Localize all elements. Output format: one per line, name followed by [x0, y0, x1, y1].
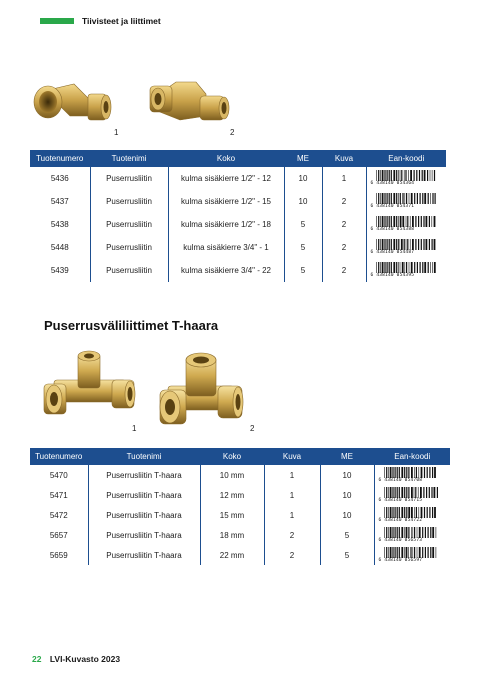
column-header: Tuotenumero: [30, 448, 88, 465]
cell-kuva: 1: [264, 485, 320, 505]
photo-label-2: 2: [230, 128, 235, 137]
photo-label-1: 1: [132, 424, 137, 433]
ean-barcode-cell: [366, 236, 446, 259]
column-header: Kuva: [264, 448, 320, 465]
product-table-1: [30, 150, 446, 282]
cell-kuva: 1: [264, 505, 320, 525]
cell-kuva: 2: [264, 525, 320, 545]
accent-bar: [40, 18, 74, 24]
column-header: Tuotenumero: [30, 150, 90, 167]
cell-kuva: 2: [322, 213, 366, 236]
column-header: Tuotenimi: [90, 150, 168, 167]
ean-barcode-cell: [366, 259, 446, 282]
table-header-row: [30, 448, 450, 465]
cell-num: 5471: [30, 485, 88, 505]
ean-barcode-cell: [374, 485, 450, 505]
cell-size: kulma sisäkierre 1/2" - 18: [168, 213, 284, 236]
barcode: [379, 527, 439, 544]
photo-label-1: 1: [114, 128, 119, 137]
ean-barcode-cell: [366, 167, 446, 190]
cell-num: 5472: [30, 505, 88, 525]
cell-num: 5436: [30, 167, 90, 190]
cell-me: 10: [320, 505, 374, 525]
section-header: Tiivisteet ja liittimet: [82, 16, 161, 26]
cell-me: 10: [320, 485, 374, 505]
ean-number: 6 438140 056597: [378, 557, 423, 563]
ean-barcode-cell: [374, 525, 450, 545]
ean-number: 6 438140 054715: [378, 497, 423, 503]
cell-kuva: 2: [322, 236, 366, 259]
elbow-fitting-photo-1: [30, 76, 114, 126]
ean-barcode-cell: [366, 190, 446, 213]
cell-me: 10: [284, 167, 322, 190]
table-row: [30, 545, 450, 565]
column-header: ME: [320, 448, 374, 465]
cell-num: 5448: [30, 236, 90, 259]
column-header: Koko: [168, 150, 284, 167]
cell-name: Puserrusliitin T-haara: [88, 485, 200, 505]
table-row: [30, 236, 446, 259]
cell-me: 5: [320, 525, 374, 545]
cell-name: Puserrusliitin: [90, 213, 168, 236]
cell-me: 5: [284, 213, 322, 236]
photo-label-2: 2: [250, 424, 255, 433]
cell-kuva: 2: [264, 545, 320, 565]
column-header: Kuva: [322, 150, 366, 167]
cell-kuva: 2: [322, 259, 366, 282]
ean-number: 6 438140 054708: [378, 477, 423, 483]
ean-barcode-cell: [374, 465, 450, 485]
publication-name: LVI-Kuvasto 2023: [49, 654, 121, 664]
ean-barcode-cell: [374, 505, 450, 525]
ean-barcode-cell: [366, 213, 446, 236]
elbow-fitting-photo-2: [146, 76, 230, 126]
cell-name: Puserrusliitin: [90, 259, 168, 282]
table-row: [30, 190, 446, 213]
table-row: [30, 485, 450, 505]
table-row: [30, 465, 450, 485]
barcode: [371, 262, 437, 279]
cell-num: 5659: [30, 545, 88, 565]
ean-number: 6 438140 054388: [370, 227, 415, 232]
column-header: Tuotenimi: [88, 448, 200, 465]
ean-number: 6 438140 054395: [370, 273, 415, 278]
cell-size: kulma sisäkierre 3/4" - 1: [168, 236, 284, 259]
table-row: [30, 505, 450, 525]
cell-me: 5: [320, 545, 374, 565]
cell-size: kulma sisäkierre 1/2" - 15: [168, 190, 284, 213]
cell-name: Puserrusliitin: [90, 167, 168, 190]
table-row: [30, 525, 450, 545]
cell-num: 5657: [30, 525, 88, 545]
cell-num: 5438: [30, 213, 90, 236]
cell-kuva: 1: [322, 167, 366, 190]
cell-size: kulma sisäkierre 3/4" - 22: [168, 259, 284, 282]
column-header: ME: [284, 150, 322, 167]
cell-name: Puserrusliitin T-haara: [88, 525, 200, 545]
cell-size: 10 mm: [200, 465, 264, 485]
barcode: [379, 507, 439, 524]
cell-size: 18 mm: [200, 525, 264, 545]
cell-name: Puserrusliitin T-haara: [88, 465, 200, 485]
cell-kuva: 2: [322, 190, 366, 213]
cell-me: 5: [284, 236, 322, 259]
cell-size: 22 mm: [200, 545, 264, 565]
cell-me: 5: [284, 259, 322, 282]
table-row: [30, 167, 446, 190]
cell-size: kulma sisäkierre 1/2" - 12: [168, 167, 284, 190]
barcode: [371, 239, 437, 256]
ean-number: 6 438140 054364: [370, 181, 415, 186]
tee-fitting-photo-2: [158, 350, 244, 430]
ean-number: 6 438140 054487: [370, 250, 415, 255]
cell-num: 5437: [30, 190, 90, 213]
cell-size: 15 mm: [200, 505, 264, 525]
cell-name: Puserrusliitin: [90, 190, 168, 213]
page-number: 22: [32, 654, 42, 664]
barcode: [371, 193, 437, 210]
barcode: [379, 547, 439, 564]
ean-number: 6 438140 054722: [378, 517, 423, 523]
ean-number: 6 438140 054371: [370, 204, 415, 209]
page-footer: [32, 654, 120, 664]
table-row: [30, 213, 446, 236]
column-header: Koko: [200, 448, 264, 465]
cell-num: 5470: [30, 465, 88, 485]
cell-size: 12 mm: [200, 485, 264, 505]
ean-barcode-cell: [374, 545, 450, 565]
barcode: [371, 216, 437, 233]
cell-name: Puserrusliitin T-haara: [88, 505, 200, 525]
barcode: [371, 170, 437, 187]
product-table-2: [30, 448, 450, 565]
cell-kuva: 1: [264, 465, 320, 485]
column-header: Ean-koodi: [374, 448, 450, 465]
cell-num: 5439: [30, 259, 90, 282]
cell-me: 10: [320, 465, 374, 485]
table-header-row: [30, 150, 446, 167]
table-row: [30, 259, 446, 282]
ean-number: 6 438140 056573: [378, 537, 423, 543]
tee-fitting-photo-1: [40, 350, 138, 422]
cell-name: Puserrusliitin: [90, 236, 168, 259]
section-title: Puserrusväliliittimet T-haara: [44, 318, 219, 333]
cell-name: Puserrusliitin T-haara: [88, 545, 200, 565]
barcode: [379, 467, 439, 484]
barcode: [379, 487, 439, 504]
cell-me: 10: [284, 190, 322, 213]
column-header: Ean-koodi: [366, 150, 446, 167]
